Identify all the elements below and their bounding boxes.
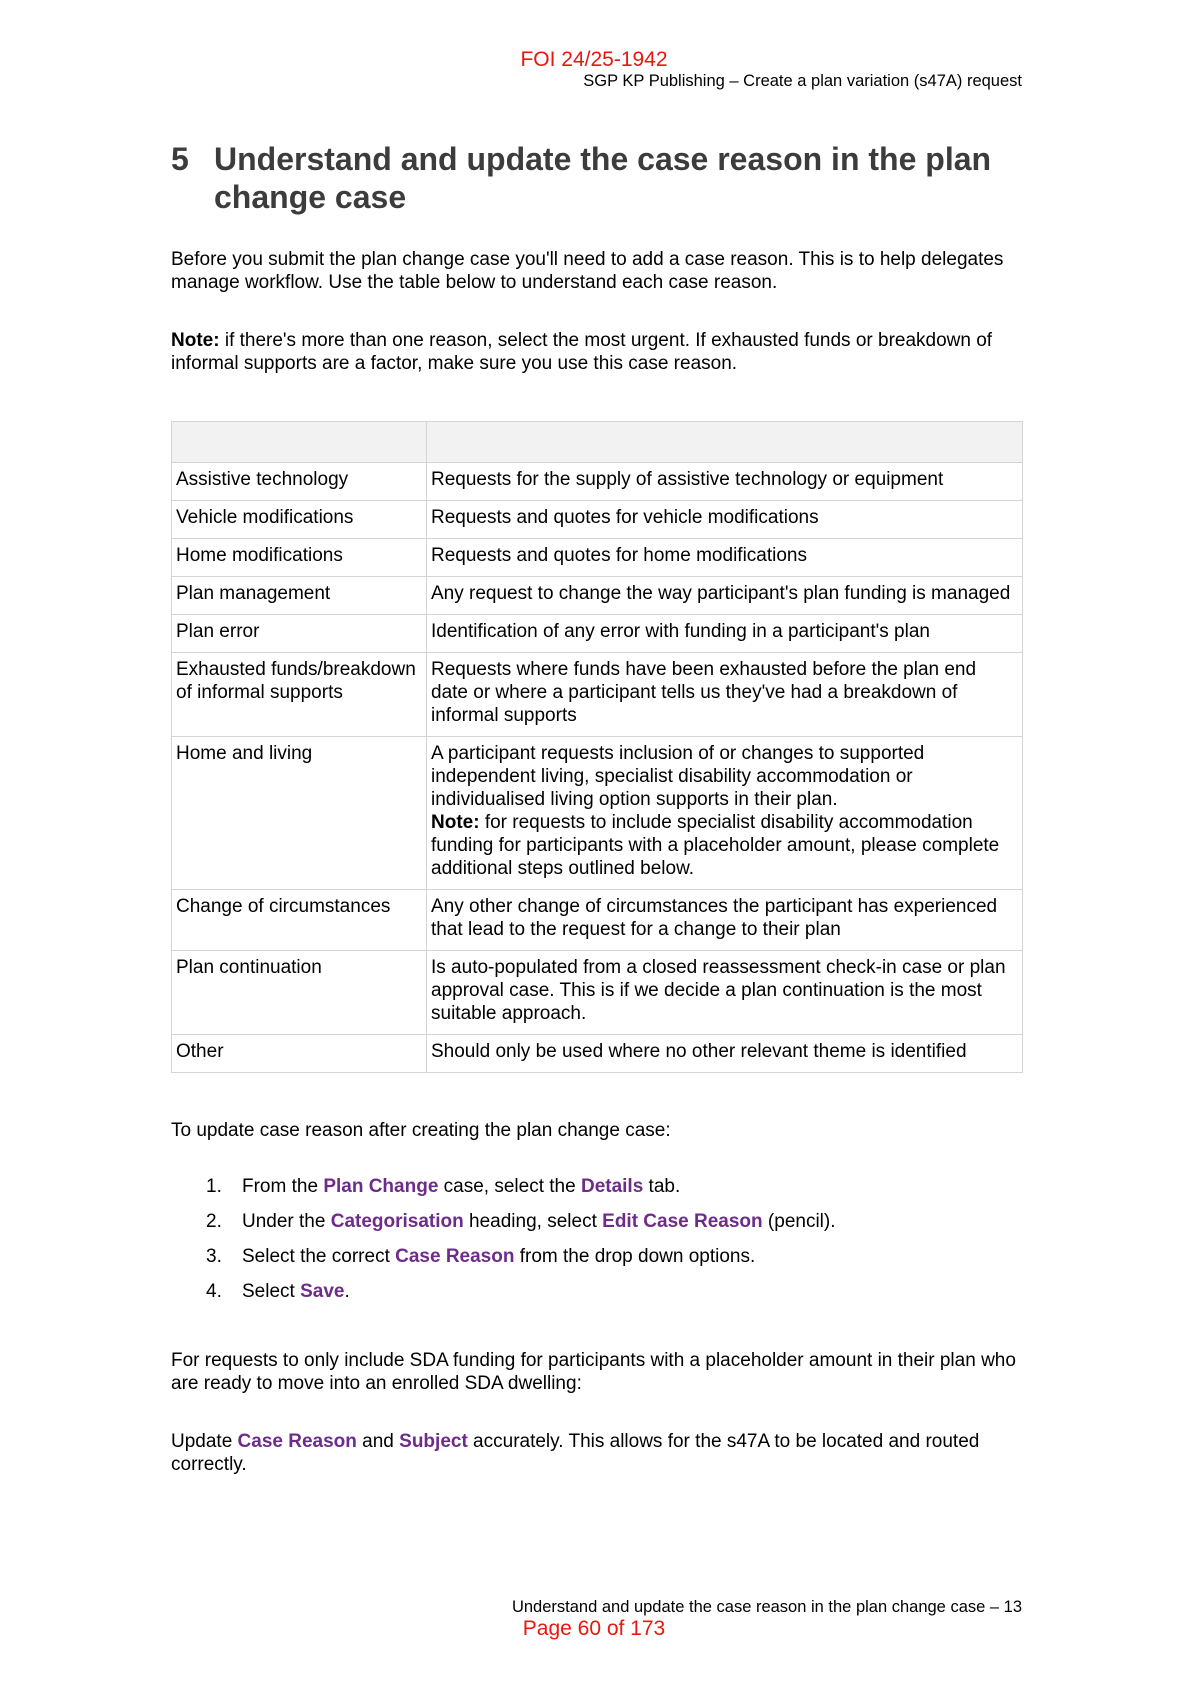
case-description-cell: Requests and quotes for vehicle modifications [427,501,1023,539]
step-text: Under the Categorisation heading, select Edit Case Reason (pencil). [242,1211,836,1232]
note-paragraph [171,329,1022,375]
table-row [172,501,1023,539]
table-row [172,737,1023,890]
ui-term: Details [580,1176,644,1197]
case-reason-cell: Plan error [172,615,427,653]
page-content [171,140,1022,1476]
case-reason-cell: Plan continuation [172,951,427,1035]
note-label: Note: [171,330,220,351]
case-description-cell: Is auto-populated from a closed reassessment check-in case or plan approval case. This is if we decide a plan continuation is the most suitable approach. [427,951,1023,1035]
ui-term: Categorisation [330,1211,464,1232]
case-reason-cell: Exhausted funds/breakdown of informal supports [172,653,427,737]
step-text: Select Save. [242,1281,350,1302]
case-description-cell: Requests where funds have been exhausted before the plan end date or where a participant tells us they've had a breakdown of informal supports [427,653,1023,737]
list-item [171,1245,1022,1268]
table-header-cell [172,422,427,463]
ui-term: Plan Change [323,1176,439,1197]
list-item [171,1210,1022,1233]
list-item [171,1280,1022,1303]
case-reason-cell: Home modifications [172,539,427,577]
document-footer: Understand and update the case reason in the plan change case – 13 [511,1598,1022,1616]
case-description-cell: Requests and quotes for home modifications [427,539,1023,577]
table-header-row [172,422,1023,463]
case-description-cell [427,737,1023,890]
table-row [172,615,1023,653]
table-row [172,577,1023,615]
intro-paragraph: Before you submit the plan change case you'll need to add a case reason. This is to help delegates manage workflow. Use the table below to understand each case reason. [171,249,1004,293]
table-row [172,653,1023,737]
steps-intro: To update case reason after creating the plan change case: [171,1120,671,1141]
row-note-text: for requests to include specialist disability accommodation funding for participants with a placeholder amount, please complete additional steps outlined below. [431,812,1000,879]
row-note-label: Note: [431,812,480,833]
step-text: Select the correct Case Reason from the drop down options. [242,1246,756,1267]
case-description-cell: Any other change of circumstances the participant has experienced that lead to the request for a change to their plan [427,890,1023,951]
ui-term: Edit Case Reason [602,1211,763,1232]
step-number: 1. [206,1176,222,1197]
update-paragraph: Update Case Reason and Subject accurately. This allows for the s47A to be located and routed correctly. [171,1431,980,1475]
foi-stamp: FOI 24/25-1942 [520,48,668,71]
table-row [172,1035,1023,1073]
ui-term: Case Reason [395,1246,515,1267]
case-reason-table [171,421,1023,1073]
case-reason-cell: Assistive technology [172,463,427,501]
case-description-text: A participant requests inclusion of or changes to supported independent living, specialist disability accommodation or individualised living option supports in their plan. [431,743,925,810]
step-number: 4. [206,1281,222,1302]
step-number: 3. [206,1246,222,1267]
case-reason-cell: Change of circumstances [172,890,427,951]
ui-term: Case Reason [237,1431,357,1452]
table-row [172,890,1023,951]
section-heading [171,140,1022,216]
table-header-cell [427,422,1023,463]
table-row [172,463,1023,501]
list-item [171,1175,1022,1198]
section-title: Understand and update the case reason in the plan change case [214,141,992,215]
case-reason-cell: Other [172,1035,427,1073]
ui-term: Save [300,1281,345,1302]
case-description-cell: Should only be used where no other relevant theme is identified [427,1035,1023,1073]
table-row [172,539,1023,577]
steps-list [171,1175,1022,1303]
case-reason-cell: Plan management [172,577,427,615]
sda-paragraph: For requests to only include SDA funding for participants with a placeholder amount in their plan who are ready to move into an enrolled SDA dwelling: [171,1350,1016,1394]
case-description-cell: Identification of any error with funding in a participant's plan [427,615,1023,653]
note-text: if there's more than one reason, select the most urgent. If exhausted funds or breakdown of informal supports are a factor, make sure you use this case reason. [171,330,993,374]
case-reason-cell: Vehicle modifications [172,501,427,539]
case-description-cell: Requests for the supply of assistive technology or equipment [427,463,1023,501]
section-number: 5 [171,141,189,177]
ui-term: Subject [399,1431,468,1452]
case-description-cell: Any request to change the way participant's plan funding is managed [427,577,1023,615]
document-header: SGP KP Publishing – Create a plan variation (s47A) request [583,72,1022,90]
table-row [172,951,1023,1035]
case-reason-cell: Home and living [172,737,427,890]
step-text: From the Plan Change case, select the Details tab. [242,1176,681,1197]
page-number-stamp: Page 60 of 173 [522,1617,666,1640]
step-number: 2. [206,1211,222,1232]
